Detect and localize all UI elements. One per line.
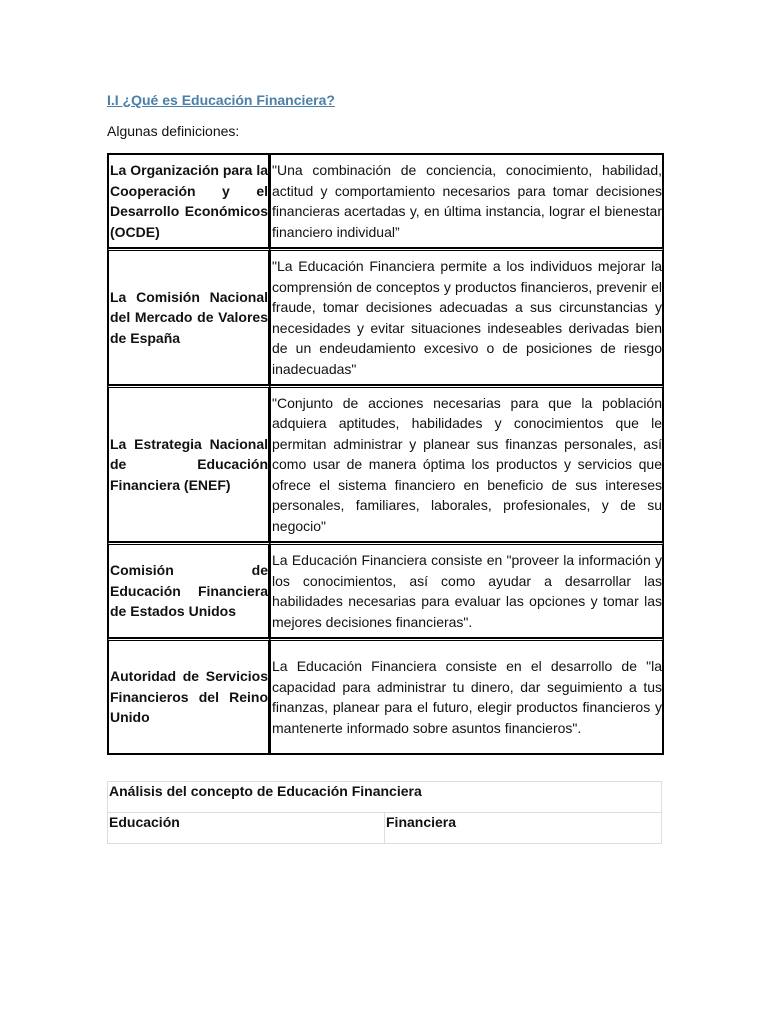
definition-cell: "Una combinación de conciencia, conocimiento, habilidad, actitud y comportamiento necesarios para tomar decisiones financieras acertadas y, en última instancia, lograr el bienestar financiero individual” bbox=[270, 154, 663, 248]
analysis-column-financiera: Financiera bbox=[385, 813, 662, 844]
analysis-table bbox=[107, 781, 662, 844]
table-row bbox=[108, 782, 662, 813]
section-heading[interactable]: I.I ¿Qué es Educación Financiera? bbox=[107, 92, 335, 108]
table-row bbox=[108, 542, 663, 638]
table-row bbox=[108, 385, 663, 542]
table-row bbox=[108, 154, 663, 248]
table-row bbox=[108, 638, 663, 754]
organization-cell: La Comisión Nacional del Mercado de Valores de España bbox=[108, 248, 270, 385]
table-row bbox=[108, 813, 662, 844]
analysis-title: Análisis del concepto de Educación Financiera bbox=[108, 782, 662, 813]
definition-cell: "La Educación Financiera permite a los individuos mejorar la comprensión de conceptos y productos financieros, prevenir el fraude, tomar decisiones adecuadas a sus circunstancias y necesidades y evitar situaciones indeseables derivadas bien de un endeudamiento excesivo o de posiciones de riesgo inadecuadas" bbox=[270, 248, 663, 385]
organization-cell: La Organización para la Cooperación y el Desarrollo Económicos (OCDE) bbox=[108, 154, 270, 248]
definition-cell: "Conjunto de acciones necesarias para que la población adquiera aptitudes, habilidades y conocimientos que le permitan administrar y planear sus finanzas personales, así como usar de manera óptima los productos y servicios que ofrece el sistema financiero en beneficio de sus intereses personales, familiares, laborales, profesionales, y de su negocio" bbox=[270, 385, 663, 542]
definition-cell: La Educación Financiera consiste en el desarrollo de "la capacidad para administrar tu dinero, dar seguimiento a tus finanzas, planear para el futuro, elegir productos financieros y mantenerte informado sobre asuntos financieros". bbox=[270, 638, 663, 754]
organization-cell: Autoridad de Servicios Financieros del Reino Unido bbox=[108, 638, 270, 754]
definitions-table bbox=[107, 153, 664, 755]
table-row bbox=[108, 248, 663, 385]
definition-cell: La Educación Financiera consiste en "proveer la información y los conocimientos, así como ayudar a desarrollar las habilidades necesarias para evaluar las opciones y tomar las mejores decisiones financieras". bbox=[270, 542, 663, 638]
intro-text: Algunas definiciones: bbox=[107, 123, 240, 139]
organization-cell: La Estrategia Nacional de Educación Financiera (ENEF) bbox=[108, 385, 270, 542]
organization-cell: Comisión de Educación Financiera de Estados Unidos bbox=[108, 542, 270, 638]
analysis-column-educacion: Educación bbox=[108, 813, 385, 844]
